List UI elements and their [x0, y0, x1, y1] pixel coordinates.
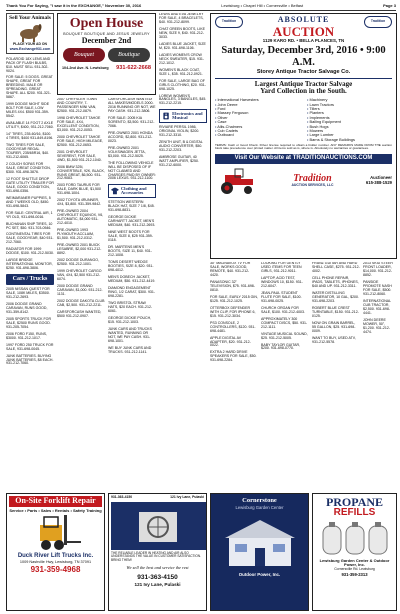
classified-ad: 1999 DODGE NIGHT SIDE BOLT FOR SALE, LOW MILES 4X4. $500 931-359-5542. [6, 102, 50, 119]
classified-ad: 2000 CHEVROLET TAHOE FOR SALE, HIGH MILEAGE, $2500. 931-212-0653. [57, 134, 104, 147]
tractor-icon [215, 167, 259, 195]
auction-address: 1129 KARO RD. • BELLA PLANCES, TN [262, 37, 345, 43]
sell-animals-headline: Sell Your Animals [9, 15, 51, 21]
tradition-brand [259, 173, 366, 188]
classified-ad: 2002 TOYOTA 4RUNNER, 4X4, $3,800. 931-359-9842. [57, 198, 102, 207]
classified-ad: DR. MARTENS MEN'S BOOTS, SIZE 11, $40. 931-212-1008. [108, 245, 152, 258]
auction-largest: Largest Antique Tractor Salvage [254, 79, 353, 88]
classified-ad: PANSIDE PROMOTE NASH FOR SALE, $500. 931-212-8060. [363, 279, 392, 296]
classified-ad: STETSON WESTERN BLACK HAT, SIZE 7 1/8, $45. 931-698-8831. [108, 200, 155, 213]
open-house-subtitle: BOUQUET BOUTIQUE AND JESUS JEWELRY [63, 32, 150, 36]
classified-ad: LOREW WOMEN'S BANGLES, 3 BANGLES, $45. 931-212-2215. [159, 93, 207, 106]
header-towns: Lewisburg • Chapel Hill • Cornersville • Belfast [221, 3, 304, 9]
classified-ad: INTERNATIONAL CUB TRACTOR, $2,500. 931-698-4441. [363, 298, 391, 315]
forklift-headline: On-Site Forklift Repair [9, 496, 102, 507]
classified-ad: 1998 CHEVROLET TAHOE FOR SALE, 4X4, EXCELLENT CONDITION, $3,000. 931-212-0053. [57, 115, 101, 132]
classified-ad: POLAROID 18X LENS AND PACK OF FLASH BULBS, $10. MUST SELL 931-302-9024. [6, 56, 51, 73]
auction-store: Storey Antique Tractor Salvage Co. [256, 69, 351, 76]
dog-icon [9, 22, 51, 42]
propane-location: Cornersville Rd. Lewisburg [334, 566, 375, 571]
classified-ad: 1999 CHEVROLET CARGO VAN, 4X4, $2,500 931-212-6074. [57, 268, 102, 281]
list-item: • Lawn Tractors [307, 103, 392, 107]
list-item: • Barns & Storage Buildings [307, 138, 392, 142]
list-item: • Case [215, 120, 300, 124]
classified-ad: 2005 NISSAN QUEST FOR SALE, 108K MILES, $3500. 931-212-2693. [6, 286, 50, 299]
classifieds-column-7 [312, 262, 360, 492]
propane-title: PROPANE [325, 495, 384, 509]
classified-ad: VINTAGE MUSICAL SOUND, $25. 931-212-5005. [261, 331, 308, 340]
list-item: • Mowers [307, 129, 392, 133]
classified-ad: PRE-OWNED 2001 HONDA ACCORD, $2,800. 931-212-0023. [108, 130, 153, 143]
list-item: • Tillers [307, 107, 392, 111]
classifieds-column-2 [57, 98, 105, 490]
propane-refills-ad[interactable] [312, 493, 397, 611]
col1-listings [6, 58, 54, 272]
classified-ad: PRE-OWNED 2004 CHEVROLET EQUINOX, V6, AUTOMATIC, $4,000 931-212-4010. [57, 209, 104, 226]
classified-ad: LADIES BLUE JACKET, SIZE M, $20. 931-698-1106. [159, 41, 206, 50]
classified-ad: 1997 FORD 250 TRUCK FOR SALE, 931-698-0045. [6, 342, 54, 351]
cornerstone-subtitle: Lewisburg Garden Center [235, 505, 284, 511]
classified-ad: FRANZ GUITAR AND HARD SHELL CASE, $275. 931-212-4002. [312, 262, 360, 273]
classified-ad: JUNK CARS AND TRUCKS WANTED, RUNNING OR NOT, WE PAY CASH. 931-698-1001. [108, 326, 152, 343]
speaker-icon [162, 111, 170, 121]
classified-ad: LARGE BRIDGE INTERNATIONAL MONITOR, $250. 931-698-3806. [6, 258, 53, 271]
classified-ad: 2003 FORD TAURUS FOR SALE, DARK BLUE, $1,500 931-698-1004. [57, 183, 101, 196]
list-item: • Massey Ferguson [215, 111, 300, 115]
classified-ad: BABY TAYLOR GUITAR, $200. 931-698-0770. [261, 342, 301, 351]
list-item: • Bailing Equipment [307, 120, 392, 124]
classified-ad: OTTERBOX DEFENDER WITH CLIP, FOR IPHONE 6, $15. 931-212-3034. [210, 305, 256, 318]
propane-company: Lewisburg Garden Center & Outdoor Power, Inc. [319, 558, 390, 568]
classified-ad: 2000 DODGE GRAND CARAVAN, $1,000. 931-212-1131. [57, 283, 103, 296]
classified-ad: BUCHANAN SNIP TIRES, 10 PC SET, $50. 931-703-0546. [6, 221, 53, 230]
classified-ad: 2 COUCH SOFAS FOR SALE, GREAT CONDITION, $300. 931-698-3876. [6, 161, 51, 174]
classifieds-column-4 [159, 13, 207, 490]
auction-website-link[interactable]: Visit Our Website at TRADITIONAUCTIONS.COM [215, 154, 392, 164]
classified-ad: CHAT GREEN BOOTS, LIKE NEW, SIZE 9, $40. 931-212-3033. [159, 26, 205, 39]
auction-header [215, 16, 392, 38]
classified-ad: APPLE DIGITAL AV ADAPTER, $20. 931-212-0022. [210, 335, 251, 348]
auction-footer [215, 167, 392, 195]
classifieds-column-8 [363, 262, 397, 492]
classified-ad: CHURCH ORGAN FOR SALE, $100. 931-212-4003. [261, 305, 305, 314]
list-item: • Machinery [307, 98, 392, 102]
list-item: • Allis-Chalmers [215, 125, 300, 129]
classified-ad: DIAMOND ENGAGEMENT RING, 1/2 CARAT, $300. 931-698-2281. [108, 285, 156, 298]
auction-list-right [307, 98, 392, 142]
auction-brand [243, 16, 364, 38]
open-house-ad[interactable] [57, 13, 156, 95]
classified-ad: TWO BRISTOL STRAW HATS, $20 EACH. 931-212-6061. [108, 300, 153, 313]
classified-ad: THE FOLLOWING VEHICLE WILL BE DISPOSED OF IF NOT CLAIMED AND CHARGES PAID BY OWNER: 2006 LEXUS. 931-212-1100. [108, 160, 156, 181]
auction-contact [366, 176, 392, 185]
classified-ad: 2006 BMW 325I, CONVERTIBLE, 92K, BLACK, RUNS GREAT, $6,500. 931-212-9083. [57, 164, 105, 181]
classified-ad: TWO TIRES FOR SALE, GOODYEAR REGAL TOURER, 235/65R16, $40. 931-212-6065. [6, 143, 50, 159]
auction-list-left [215, 98, 300, 142]
list-item: • Cub Cadets [215, 129, 300, 133]
auction-item-lists [215, 98, 392, 142]
classified-ad: GEORGE DICKIE POUCH, $15. 931-212-1003. [108, 315, 152, 324]
classified-ad: FOR SALE, LARGE BAG OF GIRLS CLOTHING, $20. 931-698-1025. [159, 78, 206, 91]
heating-air-ad[interactable] [108, 493, 207, 611]
classified-ad: ZENITH UNIT, B & DIGITAL AUDIO CONVERTER, $50. 931-212-2203. [159, 140, 203, 153]
divider [215, 78, 392, 79]
classified-ad: AMBROSE GUITAR, 40 WATT AMPLIFIER, $250. 931-212-6000. [159, 155, 199, 168]
propane-tank-icon [315, 520, 395, 556]
auction-phone[interactable]: 615-388-1529 [365, 179, 392, 185]
open-house-title: Open House [69, 16, 144, 31]
open-house-address: 104-2nd Ave. N. Lewisburg [62, 66, 109, 71]
section-header-cars-trucks: Cars / Trucks [6, 274, 54, 285]
classified-ad: LADIES WOMEN'S CROW NECK SWEATER, $15. 931-212-1012. [159, 52, 205, 65]
classified-ad: WOMEN'S BLACK COAT, SIZE L, $35. 931-212-0921. [159, 67, 203, 76]
cornerstone-tagline: Outdoor Power, Inc. [238, 571, 281, 577]
bouquet-logo: Bouquet [63, 48, 105, 62]
electronics-label: Electronics and Musical [172, 110, 203, 121]
sell-animals-ad[interactable] [6, 13, 54, 54]
propane-subtitle: REFILLS [333, 507, 376, 518]
page-header [6, 3, 396, 11]
forklift-repair-ad[interactable] [6, 493, 105, 611]
classifieds-column-3 [108, 98, 156, 490]
propane-phone[interactable]: 931-359-2313 [341, 571, 368, 577]
list-item: • Outboard [215, 133, 300, 137]
classified-ad: PRE-OWNED 2001 VOLKSWAGEN JETTA, $3,000. 931-212-5025. [108, 145, 146, 158]
classified-ad: JUNK BATTERIES. BUYING JUNK BATTERIES, $8 EACH. 931-212-7060. [6, 353, 54, 366]
heating-ad-phone-top: 931-363-4150 [111, 495, 133, 499]
classified-ad: CARSFORCASH WANTED! ALL MAKES/MODELS 2000-2016 RUNNING OR NOT, WE PAY CASH. 931-212-3806. [108, 98, 156, 113]
tradition-name: Tradition [293, 173, 332, 185]
heating-ad-address-top: 121 Ivy Lane, Pulaski [170, 495, 204, 499]
classified-ad: 2005 SPORTS TRUCK FOR SALE, $2500 RUNS GOOD. 931-205-7054. [6, 316, 52, 329]
absolute-auction-ad[interactable] [210, 13, 397, 259]
classified-ad: LEWIS AND EVA JEWELRY FOR SALE, 4 BRACELETS, $40. 931-212-8099. [159, 13, 204, 24]
auction-terms: TERMS: Cash or Good Check. Driver license required to obtain a bidder number. ANY REMARKS MADE FROM THE auction block take precedence over printed matter. All items sold as is, where is. Absolutely no warranties or guarantees. [215, 143, 392, 151]
boutique-logo: Boutique [108, 48, 150, 62]
col1b-listings [6, 288, 54, 367]
forklift-services: Service • Parts • Sales • Rentals • Safety Training [9, 507, 102, 513]
clothing-label: Clothing and Accessories [120, 185, 147, 196]
auction-yard: Yard Collection in the South. [260, 87, 347, 96]
page-number: Page 3 [383, 3, 396, 9]
classified-ad: WATER DISTILLING GENERATOR, 10 GAL, $200. 931-698-2203. [312, 290, 359, 303]
list-item: • Planters [307, 111, 392, 115]
open-house-date: December 2nd [81, 36, 132, 46]
classified-ad: WE BUY JUNK CARS AND TRUCKS. 931-212-1141. [108, 345, 152, 354]
classified-ad: WANT TO BUY, USED ATV, 931-212-5578. [312, 335, 356, 344]
classified-ad: 30" MAGNAVOX TV FOR SALE, WORKS GOOD, REMOTE, $40. 931-212-4420. [210, 262, 251, 277]
classified-ad: PS3 CONSOLE, 2 CONTROLLERS, $120. 931-698-4481. [210, 320, 256, 333]
list-item: • International Harvesters [215, 98, 300, 102]
classified-ad: EXTRA 2 HARD DRIVE SPEAKERS FOR SALE, $50. 931-698-2284. [210, 350, 257, 363]
classified-ad: JOHN DEERE MOWER, 50", $1,200. 931-212-4474. [363, 317, 391, 334]
open-house-footer [61, 65, 152, 71]
auction-title-line1: ABSOLUTE [277, 15, 330, 24]
tradition-services: AUCTION SERVICES, LLC [291, 183, 334, 188]
classified-ad: MEN'S DOBECH JACKET, MEDIUM, $50. 931-212-4419. [108, 274, 156, 283]
classified-ad: PRE-OWNED 1993 PLYMOUTH ACCLAIM, $1,500. 931-212-0312. [57, 228, 94, 241]
tradition-logo: Tradition [215, 16, 243, 28]
classified-ad: LAPTOP, ACID TEST, WINDOWS 10, $150. 931-212-6047. [261, 275, 303, 288]
classified-ad: FOR SALE: CENTRAL AIR, 1 YR OLD, 931-698-0016. [6, 210, 53, 219]
classified-ad: RADIATOR FOR 1999 DODGE, $100. 931-212-5030. [6, 247, 54, 256]
sell-animals-sub: PLACE YOUR AD ON [13, 41, 47, 46]
sell-animals-url[interactable]: www.Exchange931.com [9, 46, 51, 51]
classified-ad: CELL PHONE REPAIR, IPADS, TABLETS, IPHONES, $40 AND UP. 931-212-3311. [312, 275, 359, 288]
classified-ad: PRE-OWNED 2001 BUICK LESABRE, $2,000 931-212-8892. [57, 243, 102, 255]
classified-ad: 14" TIRES, 235-60/16, $100. 4 TIRES, $400 931-849-8196. [6, 132, 54, 141]
forklift-icon [9, 515, 102, 553]
cornerstone-ad[interactable] [210, 493, 309, 611]
classifieds-column-1 [6, 13, 54, 490]
section-header-electronics [159, 109, 207, 123]
classified-ad: ROBERT BLUE CREST TURNTABLE, $150. 931-212-0125. [312, 305, 359, 318]
classified-ad: CONTINENTAL TIRES FOR SALE, GOODYEAR, $40 931-212-7060. [6, 232, 54, 245]
classified-ad: FOR SALE: 5 DOGS. GREAT SHAPE, GREAT FOR BREEDING. MALE OR SPREADING. GREAT SHAPE. ALL $200. 931-321-5867. [6, 75, 53, 100]
heating-ad-tagline: THE RELIABLE LEADER IN HEATING AND AIR ALSO UNDERSTANDS THE VALUE IN CUSTOMER SATISFACTION. BRING THEM! [111, 550, 202, 562]
auction-title-line2: AUCTION [272, 23, 335, 39]
classified-ad: 12 FOOT SHUTTLE DROP GATE UTILITY TRAILER FOR SALE, GOOD CONDITION, 931-698-0356. [6, 176, 54, 193]
classified-ad: 2006 FORD F150, RUNS, $3000. 931-212-1017. [6, 331, 48, 340]
classifieds-column-6 [261, 262, 309, 492]
auction-date: Saturday, December 3rd, 2016 • 9:00 A.M. [221, 44, 386, 68]
list-item: • Ford [215, 107, 300, 111]
classified-ad: NOW ON GRAIN BARREL, 55 GALLON, $25. 931-698-0009. [312, 320, 356, 333]
shirt-icon [111, 186, 119, 196]
classified-ad: CARSFORCASH WANTED, $500 931-212-0907. [57, 309, 102, 318]
open-house-logos [63, 48, 150, 62]
section-header-clothing [108, 184, 156, 198]
building-icon [215, 516, 305, 570]
forklift-company: Duck River Lift Trucks Inc. [17, 553, 94, 560]
classified-ad: JEAN-PAUL STUDENT FLUTE FOR SALE, $100. 931-698-0025. [261, 290, 302, 303]
classified-ad: 2001 CHEVROLET SEVERENT, FOR SALE, 4WD, $1,500 931-212-1040. [57, 149, 102, 162]
classified-ad: AVAILABLE 14 FOOT 2 AXLE UTILITY, $400, 931-212-7060. [6, 121, 54, 130]
heating-ad-header [111, 496, 204, 500]
heating-ad-slogan: We sell the best and service the rest [126, 564, 189, 570]
list-item: • Implements [307, 116, 392, 120]
list-item: • Large Lumber [307, 133, 392, 137]
classified-ad: FOR SALE, EARLY 2015 GIN, $125. 931-212-1025. [210, 294, 258, 303]
classified-ad: PANASONIC 32" TELEVISION, $75. 931-698-0810. [210, 279, 255, 292]
classified-ad: FOR SALE: 2005 KIA SORENTO, $3,500. 931-212-7066. [108, 115, 155, 128]
heating-ad-address: 121 Ivy Lane, Pulaski [134, 581, 181, 587]
classified-ad: GEORGE DICKIE CARHARTT JACKET, MEN'S MEDIUM, $40. 931-212-2693. [108, 215, 156, 228]
forklift-address: 1009 Nashville Hwy, Lewisburg, TN 37091 [19, 560, 92, 565]
tradition-logo-right: Tradition [364, 16, 392, 28]
classified-ad: 2013 SKID STEER FRONT LOADER, $14,000. 931-212-8852. [363, 262, 393, 277]
classifieds-column-5 [210, 262, 258, 492]
hvac-unit-icon [111, 502, 206, 550]
classified-ad: 2002 DODGE DAKOTA CLUB CAB, $2,500. 931-212-2211. [57, 298, 105, 307]
classified-ad: 2006 DODGE GRAND CARAVAN, RUNS GOOD, 931-359-8142. [6, 301, 48, 314]
list-item: • Bush Hogs [307, 125, 392, 129]
cornerstone-title: Cornerstone [242, 497, 277, 504]
classified-ad: 2002 DODGE DURANGO, $2500. 931-212-1001. [57, 257, 99, 266]
list-item: • John Deere [215, 103, 300, 107]
auctioneer-label: Auctioneer [370, 174, 392, 180]
classified-ad: LOOKING FOR GENTLY USED ITEMS FOR TEEN GIRLS, 931-212-9011. [261, 262, 302, 273]
classified-ad: WEIMARANER PUPPIES, 5 AND 7 WEEKS OLD, $450. 931-698-5843. [6, 195, 51, 208]
list-item: • Oliver [215, 116, 300, 120]
classified-ad: APPROXIMATELY 300 COMPACT DISCS, $50. 931-212-1111. [261, 316, 308, 329]
classified-ad: RIVIARE PERSIL 1986, ORIGINAL VIOLIN, $200. 931-212-3310. [159, 125, 200, 138]
open-house-phone[interactable]: 931-622-2668 [116, 64, 151, 71]
forklift-phone[interactable]: 931-359-4968 [30, 565, 81, 575]
heating-ad-phone[interactable]: 931-363-4150 [137, 574, 178, 582]
classified-ad: NINE WEST BOOTS FOR SALE, SIZE 8, $25 931-359-0118. [108, 230, 153, 243]
classified-ad: 2007 CHRYSLER TOWN AND COUNTRY, 7-PASSENGER MINI VAN, $2500. 931-212-0879. [57, 98, 97, 113]
header-left: Thank You For Saying, "I saw it in the EXCHANGE," November 30, 2016 [6, 3, 142, 9]
classified-ad: TOMS DESERT WEDGE BOOTIES, SIZE 8, $20. 931-698-4012. [108, 260, 154, 272]
